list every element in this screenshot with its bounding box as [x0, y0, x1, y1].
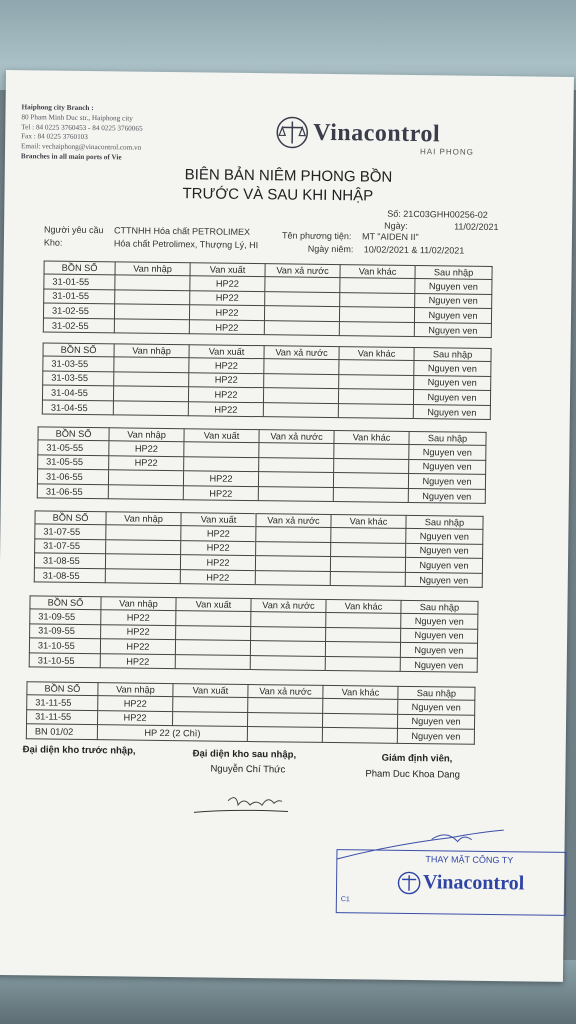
before-rep-title: Đại diện kho trước nhập, [22, 744, 136, 757]
column-header: Van khác [339, 347, 414, 361]
valve-cell [338, 403, 413, 419]
valve-cell [333, 473, 408, 489]
status-cell: Nguyen ven [408, 488, 485, 504]
doc-date: 11/02/2021 [454, 221, 499, 233]
valve-cell [330, 557, 405, 573]
branch-title: Haiphong city Branch : [21, 103, 94, 113]
status-cell: Nguyen ven [401, 628, 478, 644]
status-cell: Nguyen ven [405, 558, 482, 574]
valve-cell [258, 486, 333, 502]
stamp-name: Vinacontrol [422, 871, 525, 895]
column-header: Sau nhập [401, 600, 478, 614]
column-header: Van khác [331, 515, 406, 529]
valve-cell [247, 712, 322, 728]
valve-cell [331, 542, 406, 558]
valve-cell: HP22 [188, 402, 263, 418]
status-cell: Nguyen ven [414, 375, 491, 391]
valve-cell: HP22 [180, 569, 255, 585]
branch-line: Branches in all main ports of Vie [20, 152, 122, 162]
valve-cell [325, 642, 400, 658]
tank-number-cell: 31-05-55 [38, 440, 109, 455]
tank-number-cell: 31-03-55 [43, 371, 114, 386]
doc-title-line1: BIÊN BẢN NIÊM PHONG BỒN [184, 166, 393, 186]
valve-cell: HP22 [188, 387, 263, 403]
valve-cell [338, 389, 413, 405]
column-header: Van xuất [190, 263, 265, 277]
valve-cell [176, 611, 251, 627]
valve-cell [105, 554, 180, 570]
valve-cell [114, 371, 189, 387]
valve-cell [114, 319, 189, 335]
doc-number: Số: 21C03GHH00256-02 [387, 208, 488, 220]
column-header: Van xả nước [264, 346, 339, 360]
requester: CTTNHH Hóa chất PETROLIMEX [113, 225, 251, 237]
status-cell: Nguyen ven [408, 474, 485, 490]
valve-cell [256, 541, 331, 557]
column-header: Van nhập [115, 262, 190, 276]
column-header: Sau nhập [409, 431, 486, 445]
valve-cell: HP22 [98, 696, 173, 712]
valve-cell: HP22 [98, 710, 173, 726]
valve-cell [263, 388, 338, 404]
column-header: Van khác [323, 685, 398, 699]
valve-cell [340, 278, 415, 294]
valve-cell [259, 457, 334, 473]
valve-cell: HP22 [181, 540, 256, 556]
valve-cell [264, 359, 339, 375]
seal-date-label: Ngày niêm: [307, 243, 354, 255]
valve-cell: HP22 [183, 485, 258, 501]
column-header: BỒN SỐ [43, 343, 114, 357]
warehouse: Hóa chất Petrolimex, Thượng Lý, HI [113, 238, 259, 251]
column-header: Van khác [340, 265, 415, 279]
column-header: Van nhập [101, 597, 176, 611]
after-rep-title: Đại diện kho sau nhập, [192, 748, 297, 761]
tank-number-cell: 31-10-55 [29, 653, 100, 668]
requester-label: Người yêu cầu [43, 224, 104, 236]
stamp-line1: THAY MẶT CÔNG TY [425, 854, 514, 866]
valve-cell: HP22 [109, 455, 184, 471]
status-cell: Nguyen ven [406, 543, 483, 559]
inspector-name: Pham Duc Khoa Dang [365, 768, 461, 781]
seal-table [37, 426, 487, 504]
column-header: Van nhập [106, 512, 181, 526]
valve-cell: HP22 [180, 555, 255, 571]
column-header: Van nhập [109, 428, 184, 442]
tank-number-cell: 31-09-55 [30, 609, 101, 624]
after-rep-name: Nguyễn Chí Thức [210, 763, 286, 776]
valve-cell [248, 698, 323, 714]
valve-cell [115, 289, 190, 305]
seal-table [42, 342, 492, 420]
seal-table [29, 595, 479, 673]
valve-cell [326, 627, 401, 643]
branch-info [21, 103, 143, 163]
valve-cell [322, 728, 397, 744]
stamp-scales-icon [397, 871, 421, 895]
valve-cell [330, 571, 405, 587]
column-header: Van xả nước [248, 685, 323, 699]
seal-table [43, 260, 493, 338]
date-label: Ngày: [384, 220, 408, 231]
valve-cell [256, 527, 331, 543]
column-header: BỒN SỐ [35, 511, 106, 525]
tank-number-cell: 31-11-55 [27, 695, 98, 710]
status-cell: Nguyen ven [397, 729, 474, 745]
tank-number-cell: 31-01-55 [44, 274, 115, 289]
column-header: Sau nhập [414, 348, 491, 362]
status-cell: Nguyen ven [406, 528, 483, 544]
status-cell: Nguyen ven [400, 657, 477, 673]
valve-cell [175, 640, 250, 656]
tank-number-cell: 31-09-55 [30, 623, 101, 638]
valve-cell [250, 641, 325, 657]
column-header: Sau nhập [406, 515, 483, 529]
valve-cell [325, 656, 400, 672]
column-header: BỒN SỐ [30, 596, 101, 610]
column-header: Van xuất [189, 345, 264, 359]
valve-cell [114, 357, 189, 373]
status-cell: Nguyen ven [409, 459, 486, 475]
valve-cell [114, 304, 189, 320]
handwritten-signature [192, 790, 292, 821]
tank-number-cell: 31-01-55 [44, 289, 115, 304]
column-header: Van xuất [173, 684, 248, 698]
column-header: Van khác [326, 599, 401, 613]
status-cell: Nguyen ven [414, 322, 491, 338]
valve-cell [264, 320, 339, 336]
valve-cell [334, 458, 409, 474]
valve-cell [113, 386, 188, 402]
scales-icon [275, 115, 309, 149]
valve-cell [326, 612, 401, 628]
valve-cell: HP22 [101, 624, 176, 640]
status-cell: Nguyen ven [401, 613, 478, 629]
tank-number-cell: 31-06-55 [37, 484, 108, 499]
column-header: BỒN SỐ [44, 261, 115, 275]
valve-cell [265, 277, 340, 293]
tank-number-cell: 31-07-55 [35, 538, 106, 553]
warehouse-label: Kho: [43, 237, 63, 248]
doc-title-line2: TRƯỚC VÀ SAU KHI NHẬP [182, 185, 374, 205]
valve-cell: HP 22 (2 Chì) [97, 725, 247, 741]
tank-number-cell: 31-03-55 [43, 356, 114, 371]
column-header: BỒN SỐ [27, 682, 98, 696]
valve-cell: HP22 [100, 639, 175, 655]
status-cell: Nguyen ven [397, 714, 474, 730]
tank-number-cell: 31-02-55 [43, 318, 114, 333]
column-header: Van nhập [98, 683, 173, 697]
seal-table [34, 510, 484, 588]
valve-cell [255, 556, 330, 572]
column-header: Van xuất [184, 429, 259, 443]
valve-cell [115, 275, 190, 291]
branch-line: Email: vechaiphong@vinacontrol.com.vn [21, 142, 142, 152]
status-cell: Nguyen ven [415, 293, 492, 309]
branch-line: 80 Pham Minh Duc str., Haiphong city [21, 112, 133, 123]
vehicle-label: Tên phương tiện: [281, 230, 352, 242]
document-page [0, 70, 574, 982]
valve-cell: HP22 [189, 358, 264, 374]
status-cell: Nguyen ven [413, 404, 490, 420]
column-header: Van xuất [181, 513, 256, 527]
valve-cell [331, 528, 406, 544]
tank-number-cell: 31-08-55 [34, 568, 105, 583]
valve-cell [339, 307, 414, 323]
branch-line: Tel : 84 0225 3760453 - 84 0225 3760065 [21, 122, 143, 133]
valve-cell [113, 401, 188, 417]
valve-cell [264, 373, 339, 389]
seal-date: 10/02/2021 & 11/02/2021 [363, 244, 465, 256]
status-cell: Nguyen ven [400, 643, 477, 659]
status-cell: Nguyen ven [415, 279, 492, 295]
seal-table [26, 681, 476, 744]
valve-cell: HP22 [190, 290, 265, 306]
status-cell: Nguyen ven [398, 699, 475, 715]
valve-cell [340, 292, 415, 308]
column-header: Van xả nước [265, 264, 340, 278]
column-header: Sau nhập [398, 686, 475, 700]
column-header: Van xả nước [256, 514, 331, 528]
tank-number-cell: 31-05-55 [38, 455, 109, 470]
valve-cell [265, 291, 340, 307]
valve-cell [322, 713, 397, 729]
status-cell: Nguyen ven [413, 390, 490, 406]
valve-cell [184, 456, 259, 472]
tank-number-cell: 31-08-55 [34, 553, 105, 568]
valve-cell [339, 374, 414, 390]
valve-cell: HP22 [190, 276, 265, 292]
valve-cell: HP22 [189, 320, 264, 336]
valve-cell: HP22 [183, 471, 258, 487]
column-header: BỒN SỐ [38, 427, 109, 441]
valve-cell: HP22 [109, 441, 184, 457]
valve-cell [173, 711, 248, 727]
tank-number-cell: 31-07-55 [35, 524, 106, 539]
stamp-code: C1 [340, 896, 350, 904]
column-header: Van xuất [176, 598, 251, 612]
valve-cell [176, 625, 251, 641]
valve-cell [339, 360, 414, 376]
valve-cell [333, 487, 408, 503]
valve-cell [108, 485, 183, 501]
valve-cell: HP22 [189, 372, 264, 388]
tank-number-cell: 31-02-55 [43, 303, 114, 318]
valve-cell: HP22 [100, 653, 175, 669]
tank-number-cell: BN 01/02 [26, 724, 97, 739]
column-header: Sau nhập [415, 266, 492, 280]
status-cell: Nguyen ven [405, 572, 482, 588]
tank-number-cell: 31-06-55 [37, 469, 108, 484]
status-cell: Nguyen ven [414, 361, 491, 377]
logo-subtitle: HAI PHONG [419, 147, 474, 157]
status-cell: Nguyen ven [409, 444, 486, 460]
valve-cell [105, 569, 180, 585]
tank-number-cell: 31-04-55 [42, 385, 113, 400]
valve-cell [255, 570, 330, 586]
tank-number-cell: 31-04-55 [42, 400, 113, 415]
branch-line: Fax : 84 0225 3760103 [21, 132, 88, 142]
valve-cell [264, 306, 339, 322]
valve-cell [323, 698, 398, 714]
valve-cell: HP22 [189, 305, 264, 321]
logo-text: Vinacontrol [313, 119, 441, 148]
valve-cell [184, 442, 259, 458]
valve-cell [259, 443, 334, 459]
tank-number-cell: 31-10-55 [29, 638, 100, 653]
valve-cell [247, 727, 322, 743]
valve-cell [251, 612, 326, 628]
valve-cell [339, 321, 414, 337]
valve-cell [173, 697, 248, 713]
tank-number-cell: 31-11-55 [27, 709, 98, 724]
valve-cell [175, 654, 250, 670]
valve-cell [250, 655, 325, 671]
valve-cell [334, 444, 409, 460]
column-header: Van khác [334, 431, 409, 445]
valve-cell: HP22 [101, 610, 176, 626]
valve-cell [108, 470, 183, 486]
valve-cell [106, 525, 181, 541]
inspector-title: Giám định viên, [381, 752, 453, 765]
valve-cell [251, 626, 326, 642]
column-header: Van nhập [114, 344, 189, 358]
column-header: Van xả nước [259, 430, 334, 444]
valve-cell [263, 402, 338, 418]
valve-cell [106, 539, 181, 555]
valve-cell: HP22 [181, 526, 256, 542]
vehicle: MT "AIDEN II" [361, 231, 419, 243]
stamp-signature [331, 824, 514, 866]
column-header: Van xả nước [251, 599, 326, 613]
valve-cell [258, 472, 333, 488]
status-cell: Nguyen ven [414, 308, 491, 324]
